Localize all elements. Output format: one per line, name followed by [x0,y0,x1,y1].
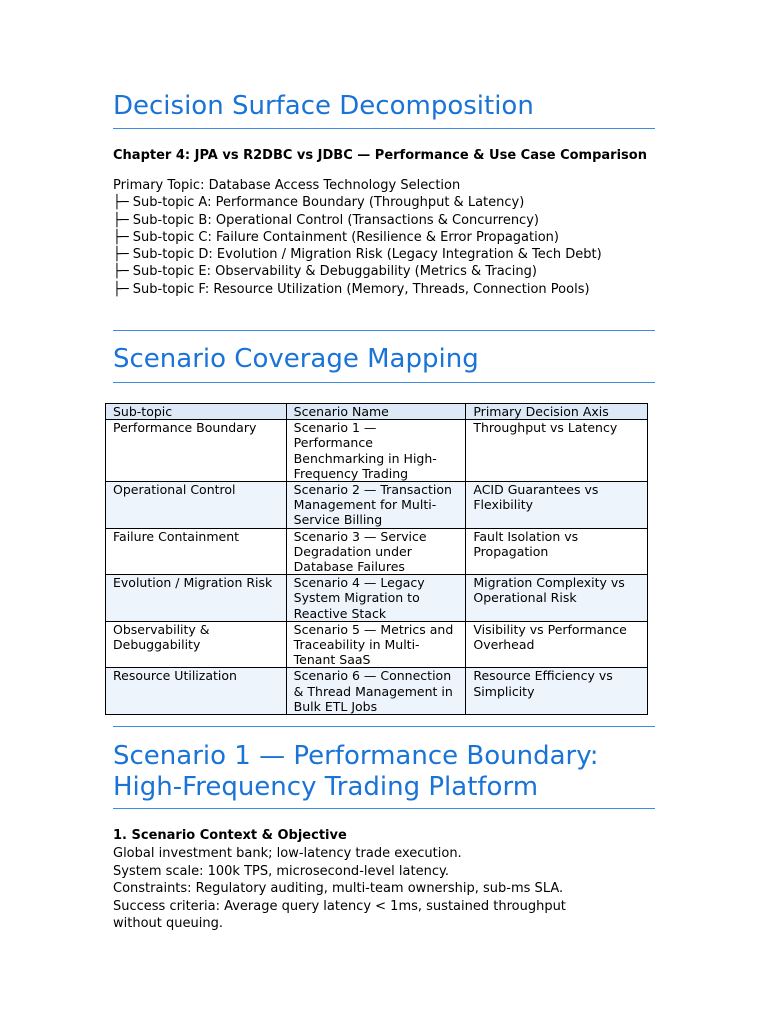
context-line: Constraints: Regulatory auditing, multi-team ownership, sub-ms SLA. [113,881,564,897]
table-cell: Observability & Debuggability [106,621,287,668]
table-row [106,482,648,529]
context-line: System scale: 100k TPS, microsecond-level latency. [113,863,449,879]
table-cell: Resource Efficiency vs Simplicity [466,668,648,715]
section-divider [113,382,655,383]
table-cell: Scenario 6 — Connection & Thread Management in Bulk ETL Jobs [286,668,466,715]
section-divider [113,726,655,727]
context-line: Success criteria: Average query latency < 1ms, sustained throughput without queuing. [113,898,566,932]
column-header: Scenario Name [286,404,466,420]
chapter-heading: Chapter 4: JPA vs R2DBC vs JDBC — Performance & Use Case Comparison [113,148,647,163]
column-header: Primary Decision Axis [466,404,648,420]
section-title-decision-surface: Decision Surface Decomposition [113,91,534,121]
table-cell: ACID Guarantees vs Flexibility [466,482,648,529]
section-divider [113,808,655,809]
table-row [106,528,648,575]
table-row [106,420,648,482]
table-row [106,668,648,715]
topic-tree-line: ├─ Sub-topic D: Evolution / Migration Risk (Legacy Integration & Tech Debt) [113,247,602,263]
topic-tree-line: ├─ Sub-topic A: Performance Boundary (Throughput & Latency) [113,195,525,211]
table-cell: Visibility vs Performance Overhead [466,621,648,668]
topic-tree-line: ├─ Sub-topic E: Observability & Debuggability (Metrics & Tracing) [113,264,537,280]
table-cell: Fault Isolation vs Propagation [466,528,648,575]
topic-tree-line: ├─ Sub-topic C: Failure Containment (Resilience & Error Propagation) [113,229,559,245]
table-row [106,621,648,668]
context-body [113,845,613,933]
topic-tree [113,177,602,298]
topic-tree-line: ├─ Sub-topic F: Resource Utilization (Memory, Threads, Connection Pools) [113,281,590,297]
table-cell: Evolution / Migration Risk [106,575,287,622]
section-divider [113,128,655,129]
table-cell: Failure Containment [106,528,287,575]
table-cell: Scenario 3 — Service Degradation under Database Failures [286,528,466,575]
table-cell: Scenario 1 — Performance Benchmarking in High-Frequency Trading [286,420,466,482]
table-cell: Migration Complexity vs Operational Risk [466,575,648,622]
table-header-row [106,404,648,420]
scenario-coverage-table [105,403,648,715]
topic-tree-line: ├─ Sub-topic B: Operational Control (Transactions & Concurrency) [113,212,539,228]
section-title-scenario-coverage: Scenario Coverage Mapping [113,344,479,374]
table-cell: Performance Boundary [106,420,287,482]
topic-tree-line: Primary Topic: Database Access Technology Selection [113,178,461,193]
column-header: Sub-topic [106,404,287,420]
context-heading: 1. Scenario Context & Objective [113,828,347,843]
section-title-scenario-1: Scenario 1 — Performance Boundary: High-Frequency Trading Platform [113,741,599,802]
table-cell: Operational Control [106,482,287,529]
table-cell: Scenario 2 — Transaction Management for Multi-Service Billing [286,482,466,529]
section-divider [113,330,655,331]
context-line: Global investment bank; low-latency trade execution. [113,846,462,861]
table-cell: Throughput vs Latency [466,420,648,482]
table-row [106,575,648,622]
table-cell: Scenario 5 — Metrics and Traceability in Multi-Tenant SaaS [286,621,466,668]
table-cell: Scenario 4 — Legacy System Migration to Reactive Stack [286,575,466,622]
table-cell: Resource Utilization [106,668,287,715]
